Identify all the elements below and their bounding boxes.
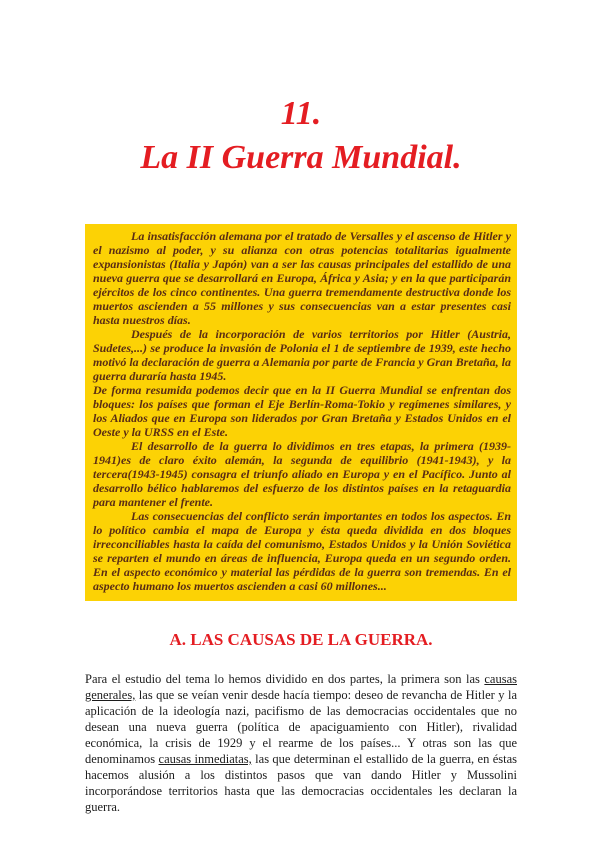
chapter-title: La II Guerra Mundial. bbox=[140, 139, 462, 176]
chapter-title-block bbox=[85, 92, 517, 180]
intro-paragraph-1: La insatisfacción alemana por el tratado de Versalles y el ascenso de Hitler y el nazismo al poder, y su alianza con otras potencias totalitarias igualmente expansionistas (Italia y Japón) van a ser las causas principales del estallido de una nueva guerra que se desarrollará en Europa, África y Asia; y en la que participarán ejércitos de los cinco continentes. Una guerra tremendamente destructiva donde los muertos ascienden a 55 millones y sus consecuencias van a estar presentes casi hasta nuestros días. bbox=[93, 229, 511, 327]
intro-paragraph-3: De forma resumida podemos decir que en la II Guerra Mundial se enfrentan dos bloques: los países que forman el Eje Berlín-Roma-Tokio y regímenes similares, y los Aliados que en Europa son liderados por Gran Bretaña y Estados Unidos en el Oeste y la URSS en el Este. bbox=[93, 383, 511, 439]
intro-paragraph-5: Las consecuencias del conflicto serán importantes en todos los aspectos. En lo político cambia el mapa de Europa y ésta queda dividida en dos bloques irreconciliables hasta la caída del comunismo, Estados Unidos y la Unión Soviética se reparten el mundo en áreas de influencia, Europa queda en un segundo orden. En el aspecto económico y material las pérdidas de la guerra son tremendas. En el aspecto humano los muertos ascienden a casi 60 millones... bbox=[93, 509, 511, 593]
intro-highlight-box bbox=[85, 224, 517, 601]
body-text-segment: Para el estudio del tema lo hemos dividido en dos partes, la primera son las bbox=[85, 672, 485, 686]
underlined-term-causas-inmediatas: causas inmediatas, bbox=[158, 752, 252, 766]
body-text-segment: las que determinan el estallido de la guerra, en éstas hacemos alusión a los distintos pasos que van dando Hitler y Mussolini incorporándose territorios hasta que las democracias occidentales les declaran la guerra. bbox=[85, 752, 518, 814]
section-heading: A. LAS CAUSAS DE LA GUERRA. bbox=[169, 630, 433, 649]
underlined-term-causas-generales: causas generales, bbox=[85, 672, 517, 702]
body-text-segment: las que se veían venir desde hacía tiempo: deseo de revancha de Hitler y la aplicación de la ideología nazi, pacifismo de las democracias occidentales que no desean una nueva guerra (política de apaciguamiento con Hitler), rivalidad económica, la crisis de 1929 y el rearme de los países... Y otras son las que denominamos bbox=[85, 688, 517, 766]
intro-paragraph-4: El desarrollo de la guerra lo dividimos en tres etapas, la primera (1939-1941)es de claro éxito alemán, la segunda de equilibrio (1941-1943), y la tercera(1943-1945) consagra el triunfo aliado en Europa y en el Pacífico. Junto al desarrollo bélico hablaremos del esfuerzo de los distintos países en la retaguardia para mantener el frente. bbox=[93, 439, 511, 509]
chapter-number: 11. bbox=[280, 95, 322, 132]
body-paragraph bbox=[85, 671, 517, 815]
intro-paragraph-2: Después de la incorporación de varios territorios por Hitler (Austria, Sudetes,...) se produce la invasión de Polonia el 1 de septiembre de 1939, este hecho motivó la declaración de guerra a Alemania por parte de Francia y Gran Bretaña, la guerra duraría hasta 1945. bbox=[93, 327, 511, 383]
